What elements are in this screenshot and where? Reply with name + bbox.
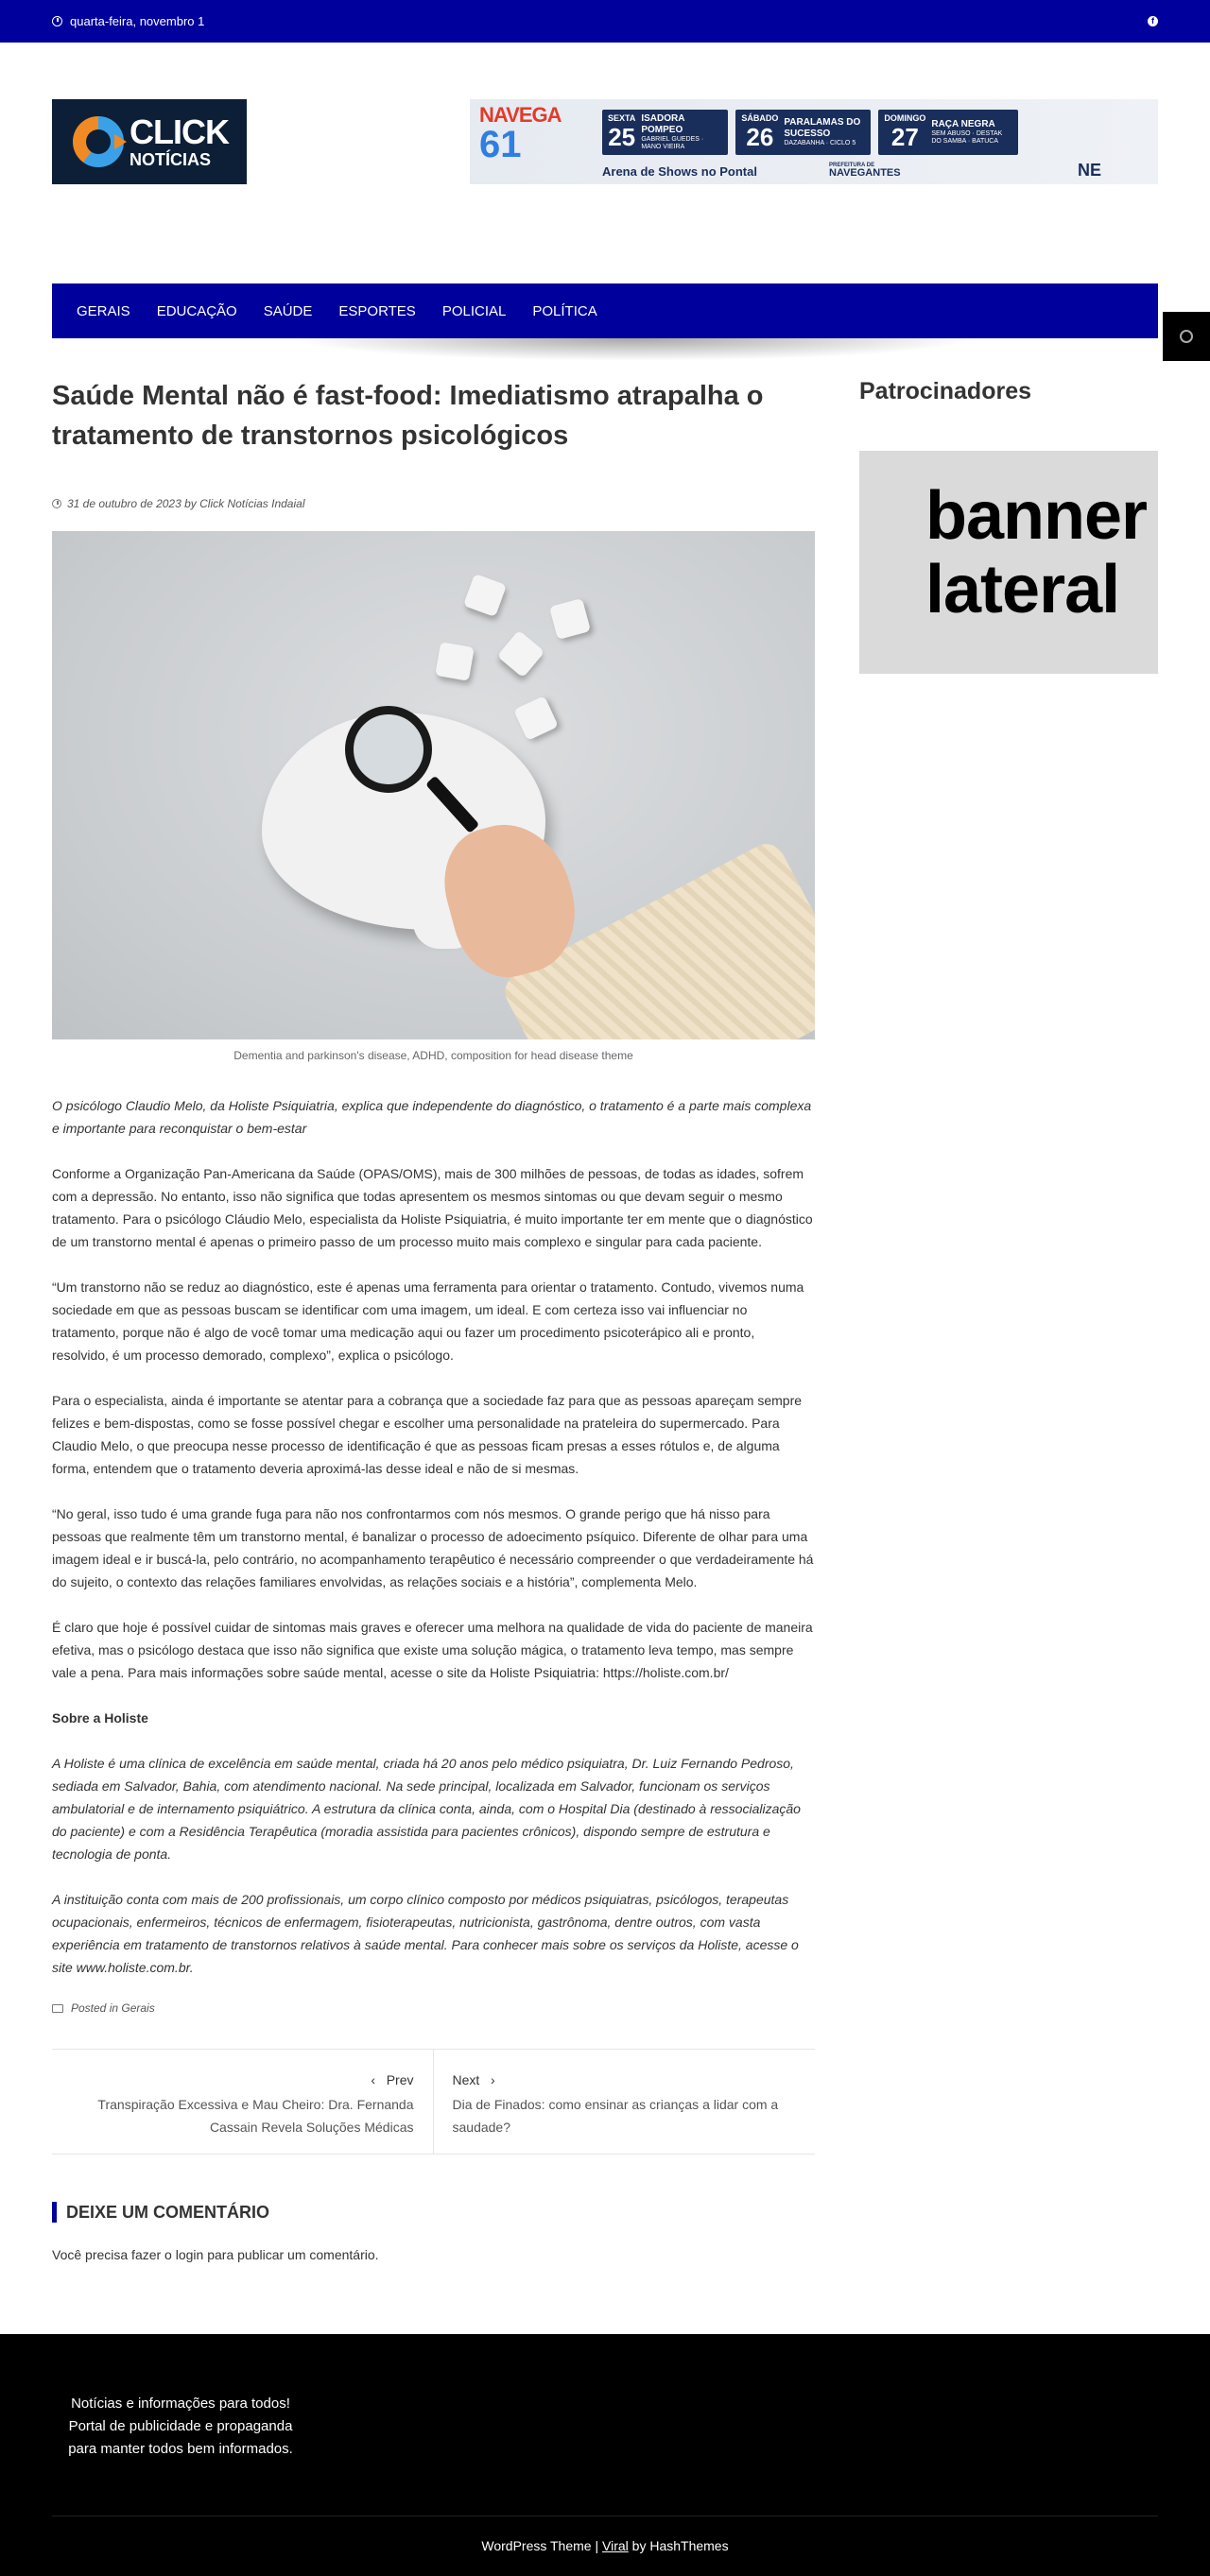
article bbox=[52, 376, 815, 2262]
post-navigation bbox=[52, 2049, 815, 2155]
post-paragraph: Para o especialista, ainda é importante se atentar para a cobrança que a sociedade faz para que as pessoas apareçam sempre felizes e bem-dispostas, como se fosse possível chegar e escolher uma personalidade na prateleira do supermercado. Para Claudio Melo, o que preocupa nesse processo de identificação é que as pessoas ficam presas a esses rótulos e, de alguma forma, entendem que o tratamento deveria aproximá-las desse ideal e não de si mesmas. bbox=[52, 1393, 803, 1477]
puzzle-piece bbox=[463, 574, 507, 617]
folder-icon bbox=[52, 2004, 63, 2013]
nav-item-saude[interactable]: SAÚDE bbox=[263, 302, 313, 319]
chevron-left-icon: ‹ bbox=[371, 2072, 376, 2088]
post-paragraph: “Um transtorno não se reduz ao diagnóstico, este é apenas uma ferramenta para orientar o tratamento. Contudo, vivemos numa sociedade em que as pessoas buscam se identificar com uma imagem, um ideal. E com certeza isso vai influenciar no tratamento, porque não é algo de você tomar uma medicação aqui ou fazer um procedimento psicoterápico ali e pronto, resolvido, é um processo demorado, complexo”, explica o psicólogo. bbox=[52, 1279, 804, 1364]
chevron-right-icon: › bbox=[490, 2072, 495, 2088]
sidebar-ad-banner[interactable] bbox=[859, 451, 1158, 674]
theme-link[interactable]: Viral bbox=[602, 2538, 629, 2553]
logo-mark-icon bbox=[73, 116, 124, 167]
post-content bbox=[52, 1094, 815, 1979]
puzzle-piece bbox=[513, 696, 559, 741]
footer-about bbox=[62, 2393, 299, 2461]
main-nav bbox=[52, 283, 1158, 338]
banner-org-logo: NE bbox=[1077, 161, 1101, 180]
post-category bbox=[52, 2001, 815, 2015]
banner-event: DOMINGO 27 RAÇA NEGRA SEM ABUSO · DESTAK DO SAMBA · BATUCA bbox=[878, 110, 1018, 155]
logo-line1: CLICK bbox=[130, 112, 229, 151]
banner-years: 61 bbox=[479, 124, 522, 165]
prev-label: Prev bbox=[386, 2072, 414, 2088]
facebook-icon[interactable]: f bbox=[1148, 16, 1158, 26]
image-caption: Dementia and parkinson's disease, ADHD, composition for head disease theme bbox=[233, 1049, 633, 1063]
next-post-link[interactable] bbox=[434, 2050, 816, 2154]
nav-item-gerais[interactable]: GERAIS bbox=[77, 302, 130, 319]
sidebar-title: Patrocinadores bbox=[859, 378, 1032, 404]
post-title: Saúde Mental não é fast-food: Imediatismo atrapalha o tratamento de transtornos psicológicos bbox=[52, 381, 764, 452]
nav-item-esportes[interactable]: ESPORTES bbox=[338, 302, 416, 319]
nav-item-educacao[interactable]: EDUCAÇÃO bbox=[156, 302, 237, 319]
date-text: quarta-feira, novembro 1 bbox=[70, 14, 205, 28]
floating-settings-button[interactable] bbox=[1163, 312, 1210, 361]
post-paragraph: “No geral, isso tudo é uma grande fuga para não nos confrontarmos com nós mesmos. O grande perigo que há nisso para pessoas que realmente têm um transtorno mental, é banalizar o processo de adoecimento psíquico. Diferente de olhar para uma imagem ideal e ir buscá-la, pelo contrário, no acompanhamento terapêutico é necessário compreender o que verdadeiramente há do sujeito, o contexto das relações familiares envolvidas, as relações sociais e a história”, complementa Melo. bbox=[52, 1506, 814, 1590]
site-logo[interactable] bbox=[52, 99, 247, 184]
post-paragraph: O psicólogo Claudio Melo, da Holiste Psiquiatria, explica que independente do diagnóstico, o tratamento é a parte mais complexa e importante para reconquistar o bem-estar bbox=[52, 1098, 812, 1137]
puzzle-piece bbox=[497, 630, 545, 678]
magnifier-lens bbox=[345, 706, 432, 793]
nav-item-policial[interactable]: POLICIAL bbox=[441, 302, 507, 319]
featured-image bbox=[52, 531, 815, 1039]
nav-item-politica[interactable]: POLÍTICA bbox=[532, 302, 597, 319]
post-paragraph: Conforme a Organização Pan-Americana da Saúde (OPAS/OMS), mais de 300 milhões de pessoas, de todas as idades, sofrem com a depressão. No entanto, isso não significa que todas apresentem os mesmos sintomas ou que devam seguir o mesmo tratamento. Para o psicólogo Cláudio Melo, especialista da Holiste Psiquiatria, é muito importante ter em mente que o diagnóstico de um transtorno mental é apenas o primeiro passo de um processo muito mais complexo e singular para cada paciente. bbox=[52, 1166, 813, 1250]
footer-credit bbox=[0, 2538, 1210, 2553]
post-meta-text: 31 de outubro de 2023 by Click Notícias Indaial bbox=[67, 497, 305, 511]
footer-about-line: Notícias e informações para todos! bbox=[71, 2396, 290, 2412]
footer-about-line: Portal de publicidade e propaganda bbox=[68, 2418, 293, 2434]
nav-shadow bbox=[288, 338, 978, 361]
post-paragraph: É claro que hoje é possível cuidar de sintomas mais graves e oferecer uma melhora na qualidade de vida do paciente de maneira efetiva, mas o psicólogo destaca que isso não significa que existe uma solução mágica, o tratamento leva tempo, mas sempre vale a pena. Para mais informações sobre saúde mental, acesse o site da Holiste Psiquiatria: https://holiste.com.br/ bbox=[52, 1620, 813, 1681]
top-ad-banner[interactable] bbox=[470, 99, 1158, 184]
comment-heading: DEIXE UM COMENTÁRIO bbox=[52, 2202, 815, 2223]
credit-suffix: by HashThemes bbox=[628, 2538, 729, 2553]
login-required-text[interactable]: Você precisa fazer o login para publicar um comentário. bbox=[52, 2247, 379, 2263]
prev-post-title: Transpiração Excessiva e Mau Cheiro: Dra. Fernanda Cassain Revela Soluções Médicas bbox=[97, 2097, 414, 2136]
date-display bbox=[52, 14, 204, 28]
puzzle-piece bbox=[549, 598, 591, 640]
sidebar-banner-text: banner lateral bbox=[925, 478, 1148, 627]
credit-prefix: WordPress Theme | bbox=[481, 2538, 602, 2553]
post-paragraph: A Holiste é uma clínica de excelência em saúde mental, criada há 20 anos pelo médico psiquiatra, Dr. Luiz Fernando Pedroso, sediada em Salvador, Bahia, com atendimento nacional. Na sede principal, localizada em Salvador, funcionam os serviços ambulatorial e de internamento psiquiátrico. A estrutura da clínica conta, ainda, com o Hospital Dia (destinado à ressocialização do paciente) e com a Residência Terapêutica (moradia assistida para pacientes crônicos), dispondo sempre de estrutura e tecnologia de ponta. bbox=[52, 1756, 801, 1863]
top-bar bbox=[0, 0, 1210, 43]
site-footer bbox=[0, 2334, 1210, 2576]
banner-events bbox=[602, 110, 1018, 155]
post-meta bbox=[52, 497, 815, 510]
next-post-title: Dia de Finados: como ensinar as crianças a lidar com a saudade? bbox=[452, 2097, 779, 2136]
banner-event: SÁBADO 26 PARALAMAS DO SUCESSO DAZABANHA · CICLO 5 bbox=[735, 110, 871, 155]
footer-about-line: para manter todos bem informados. bbox=[68, 2441, 293, 2457]
banner-prefeitura: PREFEITURA DE NAVEGANTES bbox=[829, 163, 901, 179]
next-label: Next bbox=[452, 2072, 480, 2088]
clock-icon bbox=[52, 499, 61, 508]
posted-in-link[interactable]: Posted in Gerais bbox=[71, 2001, 155, 2016]
prev-post-link[interactable] bbox=[52, 2050, 434, 2154]
banner-event: SEXTA 25 ISADORA POMPEO GABRIEL GUEDES · MANO VIEIRA bbox=[602, 110, 728, 155]
settings-icon bbox=[1180, 330, 1193, 343]
banner-brand: NAVEGA bbox=[479, 103, 562, 127]
puzzle-piece bbox=[435, 642, 475, 681]
sidebar bbox=[859, 376, 1158, 674]
clock-icon bbox=[52, 16, 62, 26]
banner-venue: Arena de Shows no Pontal bbox=[602, 164, 757, 179]
about-heading: Sobre a Holiste bbox=[52, 1710, 148, 1726]
post-paragraph: A instituição conta com mais de 200 profissionais, um corpo clínico composto por médicos psiquiatras, psicólogos, terapeutas ocupacionais, enfermeiros, técnicos de enfermagem, fisioterapeutas, nutricionista, gastrônoma, dentre outros, com vasta experiência em tratamento de transtornos relativos à saúde mental. Para conhecer mais sobre os serviços da Holiste, acesse o site www.holiste.com.br. bbox=[52, 1892, 799, 1976]
site-header bbox=[52, 43, 1158, 241]
logo-line2: NOTÍCIAS bbox=[130, 150, 212, 169]
